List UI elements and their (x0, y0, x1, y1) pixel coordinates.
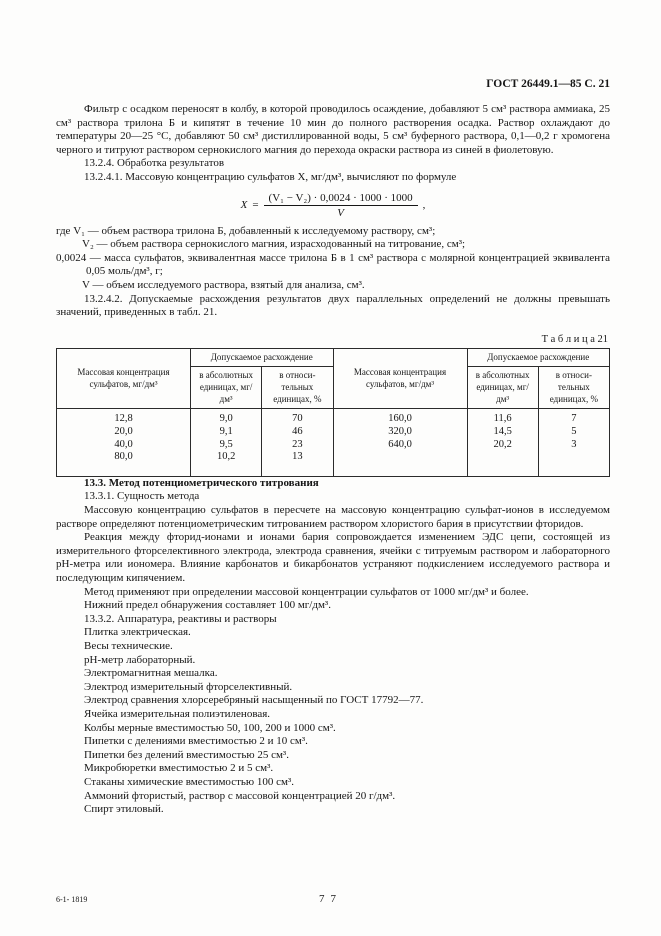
paragraph-filter-procedure: Фильтр с осадком переносят в колбу, в которой проводилось осаждение, добавляют 5 см³ раствора аммиака, 25 см³ раствора трилона Б и кипятят в течение 10 мин до полного растворения осадка. Раствор охлаждают до температуры 20—25 °С, добавляют 50 см³ дистиллированной воды, 5 см³ буферного раствора, 0,1—0,2 г хромогена черного и титруют раствором сернокислого магния до перехода окраски раствора из синей в фиолетовую. (56, 103, 610, 156)
apparatus-item: Пипетки с делениями вместимостью 2 и 10 см³. (84, 735, 308, 748)
table-cell: 20,0 (57, 426, 191, 439)
group-header-allowed-discrepancy-right: Допускаемое расхождение (467, 348, 610, 367)
table-cell: 160,0 (333, 409, 467, 426)
formula-numerator: (V₁ − V₂) · 0,0024 · 1000 · 1000 (264, 192, 418, 206)
table-cell: 11,6 (467, 409, 538, 426)
heading-13-2-4: 13.2.4. Обработка результатов (84, 157, 225, 170)
apparatus-item: Спирт этиловый. (84, 803, 164, 816)
definition-v2: V₂ — объем раствора сернокислого магния, израсходованный на титрование, см³; (82, 238, 466, 251)
table-cell: 23 (262, 439, 333, 452)
table-cell: 7 (538, 409, 609, 426)
table-header-row (57, 348, 610, 367)
table-cell: 70 (262, 409, 333, 426)
subheader-absolute-units-right: в абсолютных единицах, мг/дм³ (467, 367, 538, 409)
paragraph-method-range: Метод применяют при определении массовой концентрации сульфатов от 1000 мг/дм³ и более. (84, 585, 529, 598)
apparatus-item: Электромагнитная мешалка. (84, 667, 218, 680)
table-cell: 80,0 (57, 451, 191, 476)
table-cell: 12,8 (57, 409, 191, 426)
table-cell: 320,0 (333, 426, 467, 439)
formula-trailing-comma: , (422, 199, 426, 212)
table-row (57, 439, 610, 452)
table-row (57, 426, 610, 439)
table-cell: 46 (262, 426, 333, 439)
apparatus-item: Пипетки без делений вместимостью 25 см³. (84, 748, 289, 761)
apparatus-item: Электрод измерительный фторселективный. (84, 680, 293, 693)
table-cell: 10,2 (191, 451, 262, 476)
formula-denominator: V (337, 206, 344, 219)
heading-13-3-2: 13.3.2. Аппаратура, реактивы и растворы (84, 612, 277, 625)
apparatus-item: Стаканы химические вместимостью 100 см³. (84, 775, 295, 788)
paragraph-13-2-4-2: 13.2.4.2. Допускаемые расхождения результатов двух параллельных определений не должны превышать значений, приведенных в табл. 21. (56, 292, 610, 319)
paragraph-reaction: Реакция между фторид-ионами и ионами бария сопровождается изменением ЭДС цепи, состоящей из измерительного фторселективного электрода, электрода сравнения, ячейки с титруемым раствором и лабораторного рН-метра или иономера. Влияние карбонатов и бикарбонатов устраняют подкислением исследуемого раствора и последующим кипячением. (56, 531, 610, 584)
heading-13-3: 13.3. Метод потенциометрического титрования (84, 476, 319, 489)
table-21-body (57, 409, 610, 476)
heading-13-3-1: 13.3.1. Сущность метода (84, 490, 200, 503)
apparatus-item: Электрод сравнения хлорсеребряный насыщенный по ГОСТ 17792—77. (84, 694, 424, 707)
subheader-relative-units-right: в относительных единицах, % (538, 367, 609, 409)
table-cell: 640,0 (333, 439, 467, 452)
table-21 (56, 348, 610, 477)
table-cell (538, 451, 609, 476)
apparatus-item: Аммоний фтористый, раствор с массовой концентрацией 20 г/дм³. (84, 789, 396, 802)
subheader-relative-units-left: в относительных единицах, % (262, 367, 333, 409)
footer-page-number: 77 (319, 893, 342, 905)
definition-v: V — объем исследуемого раствора, взятый для анализа, см³. (82, 278, 365, 291)
apparatus-item: Весы технические. (84, 639, 173, 652)
group-header-allowed-discrepancy-left: Допускаемое расхождение (191, 348, 334, 367)
col-header-mass-concentration-right: Массовая концентрация сульфатов, мг/дм³ (333, 348, 467, 409)
table-cell: 9,0 (191, 409, 262, 426)
table-caption: Т а б л и ц а 21 (541, 333, 608, 345)
table-cell: 9,5 (191, 439, 262, 452)
definition-v1: где V₁ — объем раствора трилона Б, добавленный к исследуемому раствору, см³; (56, 224, 436, 237)
apparatus-item: Колбы мерные вместимостью 50, 100, 200 и 1000 см³. (84, 721, 336, 734)
table-cell: 13 (262, 451, 333, 476)
table-cell: 5 (538, 426, 609, 439)
col-header-mass-concentration-left: Массовая концентрация сульфатов, мг/дм³ (57, 348, 191, 409)
table-cell: 9,1 (191, 426, 262, 439)
formula-fraction (264, 192, 418, 219)
table-row (57, 409, 610, 426)
footer-order-number: 6-1- 1819 (56, 895, 88, 904)
formula-sulfate-concentration (56, 192, 610, 219)
formula-equals-sign: = (252, 199, 259, 212)
table-cell (333, 451, 467, 476)
table-21-header (57, 348, 610, 409)
doc-reference: ГОСТ 26449.1—85 С. 21 (486, 78, 610, 90)
table-cell (467, 451, 538, 476)
table-row (57, 451, 610, 476)
subheader-absolute-units-left: в абсолютных единицах, мг/дм³ (191, 367, 262, 409)
paragraph-13-2-4-1: 13.2.4.1. Массовую концентрацию сульфатов X, мг/дм³, вычисляют по формуле (84, 170, 457, 183)
table-cell: 3 (538, 439, 609, 452)
apparatus-item: Плитка электрическая. (84, 626, 191, 639)
apparatus-item: рН-метр лабораторный. (84, 653, 196, 666)
formula-lhs: X (240, 199, 248, 212)
paragraph-method-essence: Массовую концентрацию сульфатов в пересчете на массовую концентрацию сульфат-ионов в исследуемом растворе определяют потенциометрическим титрованием раствором хлористого бария в присутствии фторидов. (56, 504, 610, 530)
apparatus-item: Ячейка измерительная полиэтиленовая. (84, 707, 271, 720)
table-cell: 14,5 (467, 426, 538, 439)
table-cell: 40,0 (57, 439, 191, 452)
apparatus-item: Микробюретки вместимостью 2 и 5 см³. (84, 762, 274, 775)
table-cell: 20,2 (467, 439, 538, 452)
definition-0-0024: 0,0024 — масса сульфатов, эквивалентная массе трилона Б в 1 см³ раствора с молярной концентрацией эквивалента 0,05 моль/дм³, г; (56, 251, 610, 278)
paragraph-detection-limit: Нижний предел обнаружения составляет 100 мг/дм³. (84, 599, 331, 612)
